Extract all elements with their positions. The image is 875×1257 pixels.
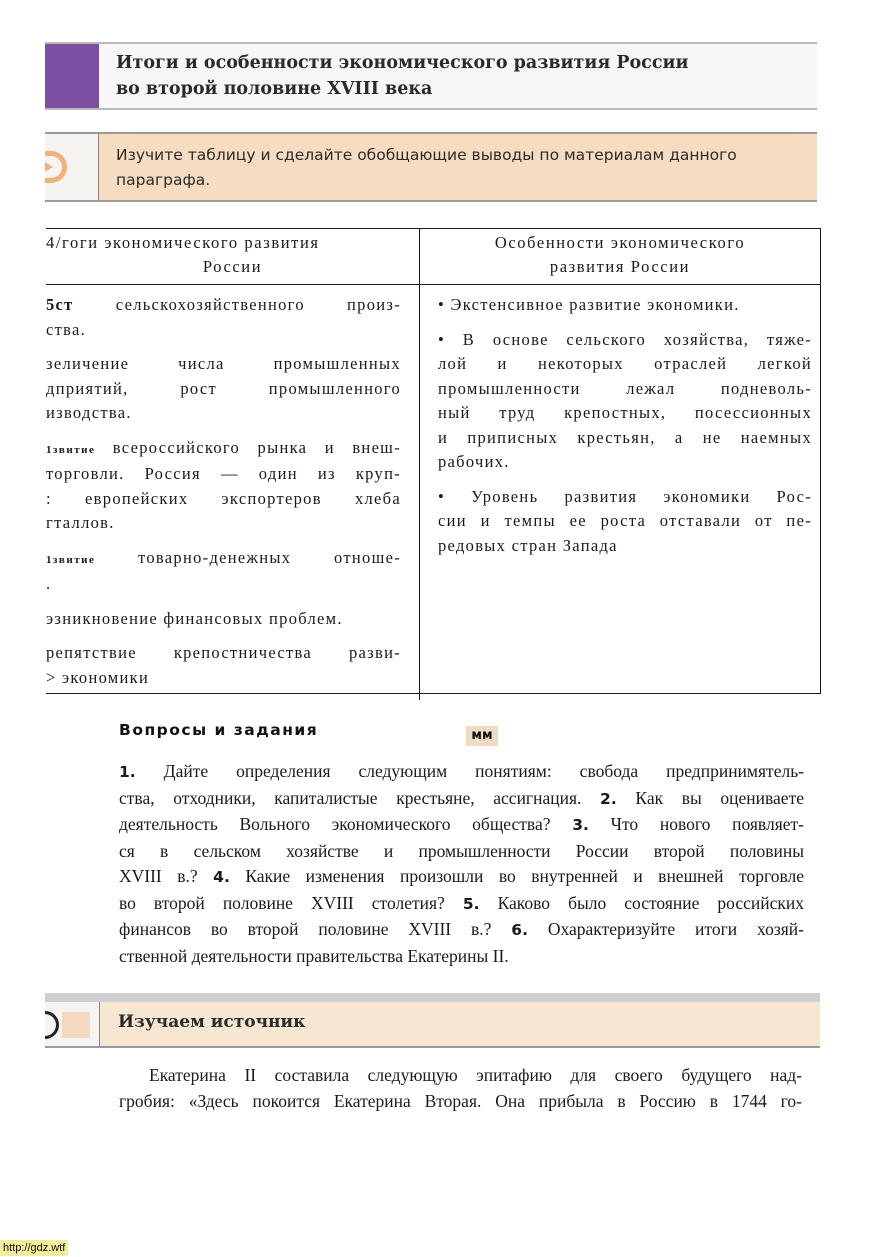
item-line: торговли. Россия — один из круп- bbox=[46, 464, 401, 483]
section-title-line1: Итоги и особенности экономического развития России bbox=[116, 53, 689, 73]
task-icon-cell bbox=[45, 134, 99, 200]
multimedia-badge: мм bbox=[466, 726, 498, 746]
question-line bbox=[119, 891, 804, 918]
header-results-line2: России bbox=[202, 257, 263, 276]
results-item bbox=[46, 436, 401, 536]
item-prefix: 1звитие bbox=[46, 443, 96, 456]
item-line: . bbox=[46, 574, 52, 593]
table-cell-features bbox=[419, 285, 820, 700]
item-line: • Уровень развития экономики Рос- bbox=[438, 486, 812, 506]
item-line: эзникновение финансовых проблем. bbox=[46, 608, 343, 628]
item-line: редовых стран Запада bbox=[438, 535, 618, 555]
questions-heading: Вопросы и задания bbox=[119, 721, 319, 739]
features-item bbox=[438, 328, 812, 475]
table-cell-results bbox=[46, 285, 419, 700]
economic-results-table bbox=[46, 228, 821, 694]
item-line: ный труд крепостных, посессионных bbox=[438, 403, 812, 422]
item-prefix: 5ст bbox=[46, 295, 74, 314]
question-number: 4. bbox=[213, 868, 230, 886]
circle-icon bbox=[45, 1011, 59, 1039]
item-line: всероссийского рынка и внеш- bbox=[95, 437, 401, 457]
question-text: финансов во второй половине XVIII в.? bbox=[119, 919, 512, 939]
question-text: Какие изменения произошли во внутренней и внешней торговле bbox=[229, 866, 804, 886]
item-line: ства. bbox=[46, 319, 87, 339]
section-title-line2: во второй половине XVIII века bbox=[116, 79, 433, 99]
question-line bbox=[119, 944, 804, 970]
header-features-line1: Особенности экономического bbox=[494, 233, 746, 252]
icon-highlight bbox=[62, 1012, 90, 1038]
section-title-banner bbox=[45, 42, 817, 110]
item-line: товарно-денежных отноше- bbox=[95, 547, 401, 567]
task-instruction bbox=[99, 134, 817, 200]
question-text: Что нового появляет- bbox=[588, 814, 804, 834]
item-line: • Экстенсивное развитие экономики. bbox=[438, 295, 740, 314]
item-line: промышленности лежал подневоль- bbox=[438, 378, 812, 398]
table-header-results bbox=[46, 229, 419, 285]
question-text: деятельность Вольного экономического общества? bbox=[119, 814, 573, 834]
question-text: ства, отходники, капиталистые крестьяне, ассигнация. bbox=[119, 787, 601, 808]
results-item bbox=[46, 641, 401, 690]
header-features-line2: развития России bbox=[549, 257, 691, 276]
item-line: зеличение числа промышленных bbox=[46, 354, 401, 373]
question-text: Дайте определения следующим понятиям: свобода предпринимятель- bbox=[135, 761, 804, 781]
item-line: рабочих. bbox=[438, 452, 510, 471]
task-instruction-line1: Изучите таблицу и сделайте обобщающие выводы по материалам данного bbox=[116, 146, 737, 164]
play-arrow-icon bbox=[45, 151, 67, 183]
item-line: сельскохозяйственного произ- bbox=[73, 295, 401, 314]
source-line: гробия: «Здесь покоится Екатерина Вторая. Она прибыла в Россию в 1744 го- bbox=[119, 1090, 802, 1111]
item-line: дприятий, рост промышленного bbox=[46, 378, 401, 398]
question-text: Как вы оцениваете bbox=[616, 787, 804, 808]
item-line: гталлов. bbox=[46, 513, 115, 532]
question-text: во второй половине XVIII столетия? bbox=[119, 892, 463, 913]
header-results-line1: 4/гоги экономического развития bbox=[46, 233, 320, 252]
question-text: ся в сельском хозяйстве и промышленности России второй половины bbox=[119, 840, 804, 861]
item-line: изводства. bbox=[46, 403, 132, 422]
features-item bbox=[438, 293, 812, 318]
question-line bbox=[119, 812, 804, 839]
results-item bbox=[46, 293, 401, 342]
source-line: Екатерина II составила следующую эпитафию для своего будущего над- bbox=[149, 1065, 802, 1085]
question-text: ственной деятельности правительства Екатерины II. bbox=[119, 945, 509, 966]
item-line: > экономики bbox=[46, 667, 150, 687]
question-line bbox=[119, 917, 804, 944]
question-text: XVIII в.? bbox=[119, 866, 214, 886]
item-line: • В основе сельского хозяйства, тяже- bbox=[438, 329, 812, 349]
question-number: 5. bbox=[462, 894, 480, 913]
question-line bbox=[119, 864, 804, 891]
source-banner bbox=[45, 993, 820, 1048]
watermark-link[interactable]: http://gdz.wtf bbox=[0, 1240, 68, 1256]
question-number: 6. bbox=[511, 921, 528, 939]
task-instruction-line2: параграфа. bbox=[116, 171, 211, 189]
question-number: 3. bbox=[572, 816, 589, 834]
item-line: и приписных крестьян, а не наемных bbox=[438, 427, 812, 447]
question-line bbox=[119, 786, 804, 813]
table-header-features bbox=[419, 229, 820, 285]
question-number: 1. bbox=[119, 763, 136, 781]
results-item bbox=[46, 352, 401, 426]
item-line: сии и темпы ее роста отставали от пе- bbox=[438, 511, 812, 530]
source-title: Изучаем источник bbox=[118, 1012, 306, 1032]
task-banner bbox=[45, 132, 817, 202]
source-paragraph bbox=[119, 1063, 802, 1114]
source-icon-cell bbox=[45, 1002, 100, 1046]
title-accent-bar bbox=[45, 44, 99, 108]
question-number: 2. bbox=[600, 789, 617, 808]
question-text: Каково было состояние российских bbox=[479, 892, 804, 913]
features-item bbox=[438, 485, 812, 559]
question-line bbox=[119, 759, 804, 786]
section-title bbox=[99, 44, 688, 108]
questions-text bbox=[119, 759, 804, 969]
item-prefix: 1звитие bbox=[46, 553, 96, 566]
item-line: : европейских экспортеров хлеба bbox=[46, 488, 401, 508]
item-line: лой и некоторых отраслей легкой bbox=[438, 354, 812, 373]
results-item bbox=[46, 607, 401, 632]
question-text: Охарактеризуйте итоги хозяй- bbox=[527, 919, 804, 939]
question-line bbox=[119, 839, 804, 865]
results-item bbox=[46, 546, 401, 597]
item-line: репятствие крепостничества разви- bbox=[46, 643, 401, 662]
